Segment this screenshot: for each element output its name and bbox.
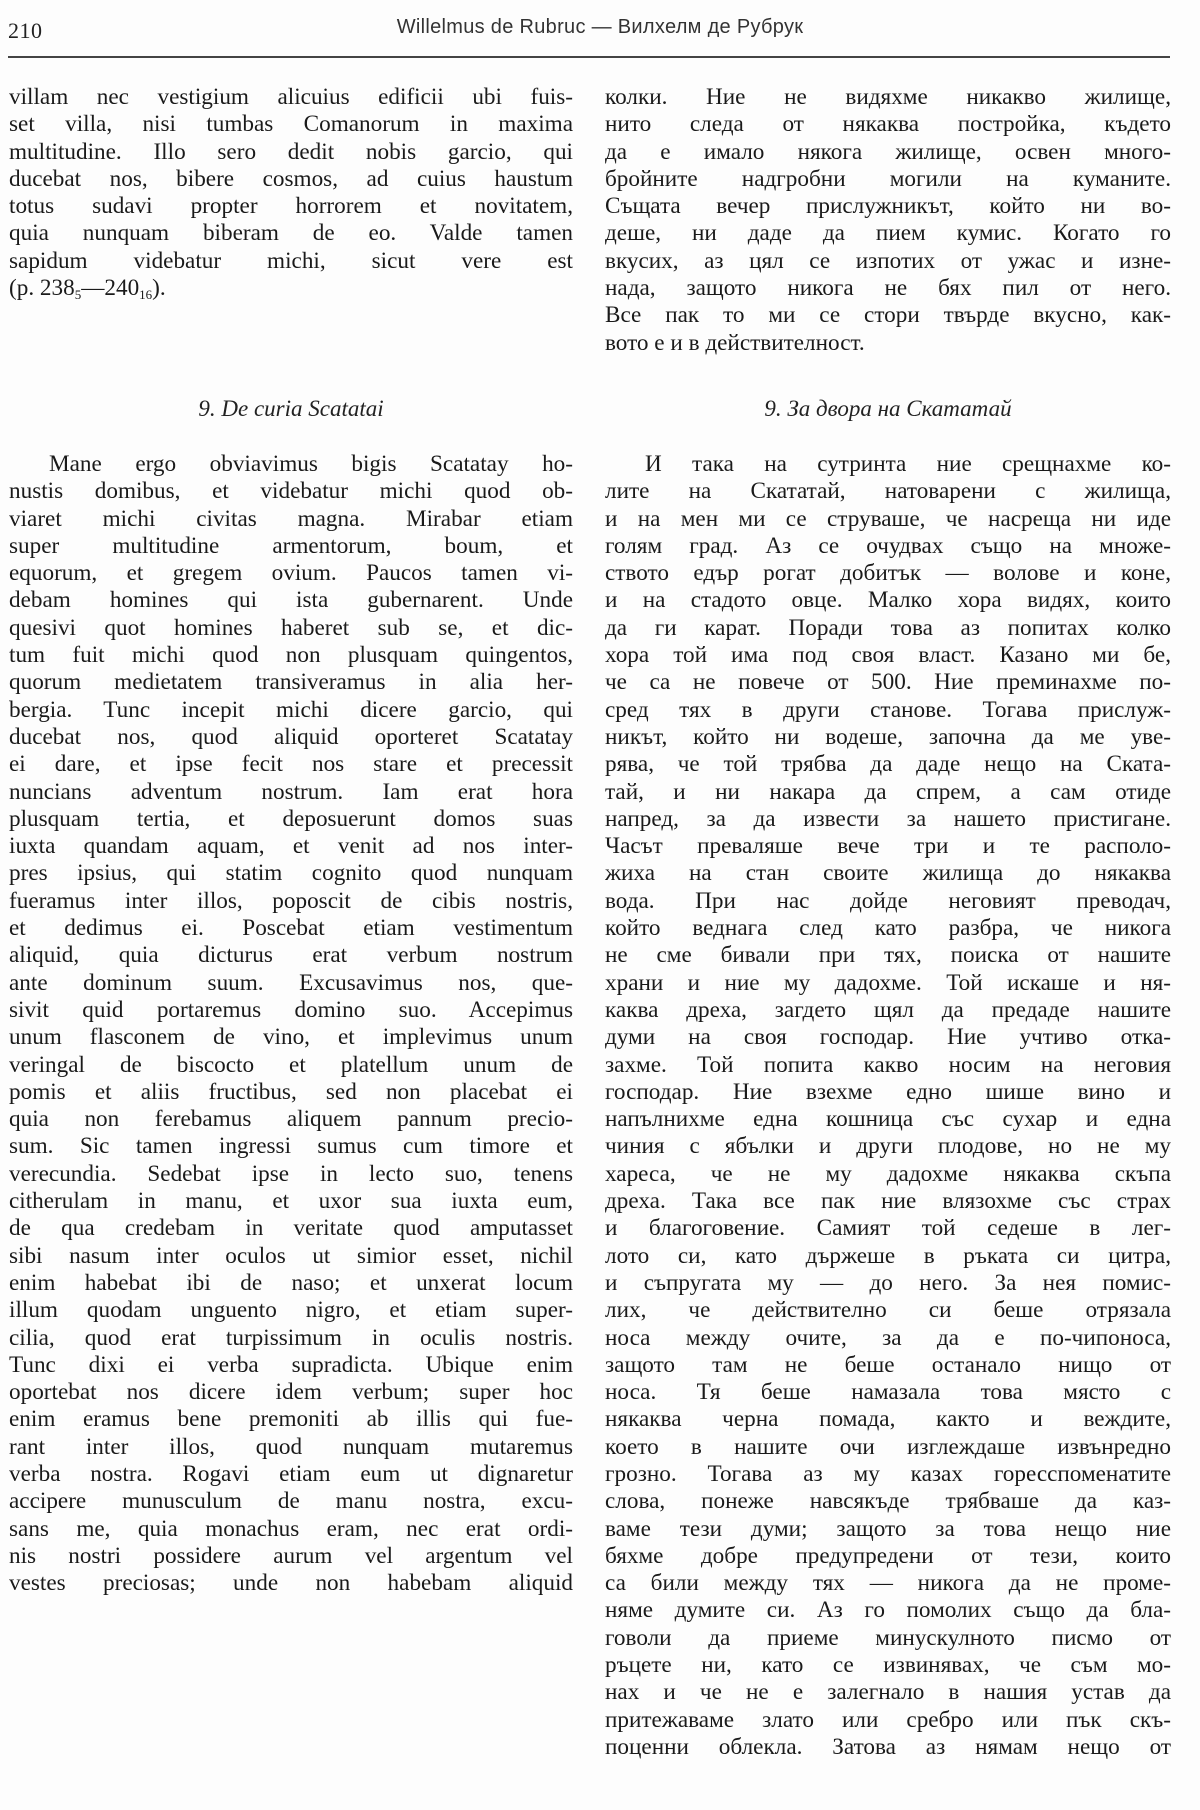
citation-sub-1: 5 [74, 287, 82, 302]
page-header [0, 0, 1200, 52]
text-line: и на мен ми се струваше, че насреща ни иде [605, 505, 1171, 532]
text-line: нито следа от някаква постройка, където [605, 111, 1171, 138]
text-line: ваме тези думи; защото за това нещо ние [605, 1515, 1171, 1542]
text-line: някаква черна помада, както и веждите, [605, 1406, 1171, 1433]
text-line: нада, защото никога не бях пил от него. [605, 275, 1171, 302]
text-line: verecundia. Sedebat ipse in lecto suo, tenens [9, 1160, 573, 1187]
text-line: ръцете ни, като се извинявах, че съм мо- [605, 1652, 1171, 1679]
text-line: каква дреха, загдето щял да предаде нашите [605, 996, 1171, 1023]
text-line: да е имало някога жилище, освен много- [605, 138, 1171, 165]
text-line: citherulam in manu, et uxor sua iuxta eum, [9, 1188, 573, 1215]
text-line: носа между очите, за да е по-чипоноса, [605, 1324, 1171, 1351]
text-line: unum flasconem de vino, et implevimus unum [9, 1024, 573, 1051]
citation-sub-2: 16 [139, 287, 153, 302]
text-line: quia non ferebamus aliquem pannum precio- [9, 1106, 573, 1133]
text-line: дреха. Така все пак ние влязохме със страх [605, 1188, 1171, 1215]
header-rule [8, 56, 1170, 58]
text-line: sans me, quia monachus eram, nec erat ordi- [9, 1515, 573, 1542]
running-title: Willelmus de Rubruc — Вилхелм де Рубрук [396, 16, 804, 38]
text-line: multitudine. Illo sero dedit nobis garcio, qui [9, 138, 573, 165]
text-line: притежаваме злато или сребро или пък скъ- [605, 1706, 1171, 1733]
text-line: villam nec vestigium alicuius edificii ubi fuis- [9, 84, 573, 110]
text-line: хора той има под своя власт. Казано ми бе, [605, 642, 1171, 669]
text-line: Часът преваляше вече три и те располо- [605, 833, 1171, 860]
text-line: рява, че той трябва да даде нещо на Ската- [605, 751, 1171, 778]
text-line: ството едър рогат добитък — волове и коне, [605, 560, 1171, 587]
text-line: защото там не беше останало нищо от [605, 1351, 1171, 1378]
text-line: pomis et aliis fructibus, sed non placebat ei [9, 1078, 573, 1105]
latin-section-heading: 9. De curia Scatatai [198, 396, 384, 421]
text-line: pres ipsius, qui statim cognito quod nunquam [9, 860, 573, 887]
text-line: Същата вечер прислужникът, който ни во- [605, 193, 1171, 220]
text-line: de qua credebam in veritate quod amputasset [9, 1215, 573, 1242]
text-line: чиния с ябълки и други плодове, но не му [605, 1133, 1171, 1160]
text-line: лите на Скататай, натоварени с жилища, [605, 478, 1171, 505]
text-line: rant inter illos, quod nunquam mutaremus [9, 1433, 573, 1460]
citation-line [9, 275, 573, 302]
text-line: sum. Sic tamen ingressi sumus cum timore et [9, 1133, 573, 1160]
text-line: bergia. Tunc incepit michi dicere garcio, qui [9, 696, 573, 723]
bulgarian-continuation [605, 84, 1171, 357]
text-line: quia nunquam biberam de eo. Valde tamen [9, 220, 573, 247]
text-line: напълнихме една кошница със сухар и една [605, 1106, 1171, 1133]
text-line: viaret michi civitas magna. Mirabar etiam [9, 505, 573, 532]
text-line: ante dominum suum. Excusavimus nos, que- [9, 969, 573, 996]
text-line: plusquam tertia, et deposuerunt domos suas [9, 805, 573, 832]
text-line: вото е и в действителност. [605, 329, 865, 356]
text-line: nuncians adventum nostrum. Iam erat hora [9, 778, 573, 805]
text-line: debam homines qui ista gubernarent. Unde [9, 587, 573, 614]
text-line: cilia, quod erat turpissimum in oculis nostris. [9, 1324, 573, 1351]
text-line: да ги карат. Поради това аз попитах колко [605, 614, 1171, 641]
text-line: illum quodam unguento nigro, et etiam super- [9, 1297, 573, 1324]
text-line: няме думите си. Аз го помолих също да бла- [605, 1597, 1171, 1624]
citation-range: —240 [81, 275, 140, 301]
citation-prefix: (p. 238 [9, 275, 75, 301]
text-line: хареса, че не му дадохме някаква скъпа [605, 1160, 1171, 1187]
text-line: колки. Ние не видяхме никакво жилище, [605, 84, 1171, 110]
text-line: храни и ние му дадохме. Той искаше и ня- [605, 969, 1171, 996]
text-line: са били между тях — никога да не проме- [605, 1570, 1171, 1597]
text-line: super multitudine armentorum, boum, et [9, 532, 573, 559]
text-line: И така на сутринта ние срещнахме ко- [645, 451, 1171, 477]
text-line: който веднага след като разбра, че никога [605, 915, 1171, 942]
text-line: което в нашите очи изглеждаше извънредно [605, 1433, 1171, 1460]
text-line: лих, че действително си беше отрязала [605, 1297, 1171, 1324]
text-line: quesivi quot homines haberet sub se, et dic- [9, 614, 573, 641]
text-line: напред, за да извести за нашето пристигане. [605, 805, 1171, 832]
text-line: Все пак то ми се стори твърде вкусно, как- [605, 302, 1171, 329]
text-line: accipere munusculum de manu nostra, excu- [9, 1488, 573, 1515]
text-line: veringal de biscocto et platellum unum de [9, 1051, 573, 1078]
text-line: quorum medietatem transiveramus in alia her- [9, 669, 573, 696]
text-line: господар. Ние взехме едно шише вино и [605, 1078, 1171, 1105]
text-line: nustis domibus, et videbatur michi quod ob- [9, 478, 573, 505]
text-line: не сме бивали при тях, поиска от нашите [605, 942, 1171, 969]
text-line: грозно. Тогава аз му казах горесспоменатите [605, 1460, 1171, 1487]
text-line: iuxta quandam aquam, et venit ad nos inter- [9, 833, 573, 860]
text-line: enim eramus bene premoniti ab illis qui fue- [9, 1406, 573, 1433]
text-line: нах и че не е залегнало в нашия устав да [605, 1679, 1171, 1706]
page-number: 210 [8, 18, 43, 43]
text-line: oportebat nos dicere idem verbum; super hoc [9, 1379, 573, 1406]
text-line: sibi nasum inter oculos ut simior esset, nichil [9, 1242, 573, 1269]
text-line: и на стадото овце. Малко хора видях, които [605, 587, 1171, 614]
text-line: Tunc dixi ei verba supradicta. Ubique enim [9, 1351, 573, 1378]
text-line: nis nostri possidere aurum vel argentum vel [9, 1542, 573, 1569]
text-line: жиха на стан своите жилища до някаква [605, 860, 1171, 887]
text-line: лото си, като държеше в ръката си цитра, [605, 1242, 1171, 1269]
text-line: ducebat nos, bibere cosmos, ad cuius haustum [9, 165, 573, 192]
text-line: носа. Тя беше намазала това място с [605, 1379, 1171, 1406]
text-line: и благоговение. Самият той седеше в лег- [605, 1215, 1171, 1242]
text-line: fueramus inter illos, poposcit de cibis nostris, [9, 887, 573, 914]
text-line: бройните надгробни могили на куманите. [605, 165, 1171, 192]
text-line: поценни облекла. Затова аз нямам нещо от [605, 1733, 1171, 1760]
bulgarian-section-body [605, 451, 1171, 1761]
text-line: вкусих, аз цял се изпотих от ужас и изне- [605, 247, 1171, 274]
text-line: никът, който ни водеше, започна да ме уве- [605, 723, 1171, 750]
bulgarian-section-heading: 9. За двора на Скататай [764, 396, 1012, 421]
text-line: голям град. Аз се очудвах също на множе- [605, 532, 1171, 559]
text-line: думи на своя господар. Ние учтиво отка- [605, 1024, 1171, 1051]
text-line: set villa, nisi tumbas Comanorum in maxima [9, 111, 573, 138]
citation-suffix: ). [152, 275, 166, 301]
text-line: ei dare, et ipse fecit nos stare et precessit [9, 751, 573, 778]
text-line: бяхме добре предупредени от тези, които [605, 1542, 1171, 1569]
text-line: equorum, et gregem ovium. Paucos tamen vi- [9, 560, 573, 587]
text-line: et dedimus ei. Poscebat etiam vestimentum [9, 915, 573, 942]
text-line: sapidum videbatur michi, sicut vere est [9, 247, 573, 274]
text-line: sivit quid portaremus domino suo. Accepimus [9, 996, 573, 1023]
text-line: деше, ни даде да пием кумис. Когато го [605, 220, 1171, 247]
text-line: Mane ergo obviavimus bigis Scatatay ho- [49, 451, 573, 477]
text-line: aliquid, quia dicturus erat verbum nostrum [9, 942, 573, 969]
text-line: totus sudavi propter horrorem et novitatem, [9, 193, 573, 220]
latin-citation [9, 275, 573, 302]
text-line: сред тях в други станове. Тогава прислуж- [605, 696, 1171, 723]
text-line: вода. При нас дойде неговият преводач, [605, 887, 1171, 914]
text-line: ducebat nos, quod aliquid oporteret Scatatay [9, 723, 573, 750]
text-line: verba nostra. Rogavi etiam eum ut dignaretur [9, 1460, 573, 1487]
text-line: захме. Той попита какво носим на неговия [605, 1051, 1171, 1078]
text-line: enim habebat ibi de naso; et unxerat locum [9, 1269, 573, 1296]
latin-continuation [9, 84, 573, 275]
latin-section-body [9, 451, 573, 1597]
text-line: тай, и ни накара да спрем, а сам отиде [605, 778, 1171, 805]
text-line: tum fuit michi quod non plusquam quingentos, [9, 642, 573, 669]
text-line: говоли да приеме минускулното писмо от [605, 1624, 1171, 1651]
text-line: и съпругата му — до него. За нея помис- [605, 1269, 1171, 1296]
text-line: че са не повече от 500. Ние преминахме по- [605, 669, 1171, 696]
text-line: слова, понеже навсякъде трябваше да каз- [605, 1488, 1171, 1515]
text-line: vestes preciosas; unde non habebam aliquid [9, 1570, 573, 1597]
